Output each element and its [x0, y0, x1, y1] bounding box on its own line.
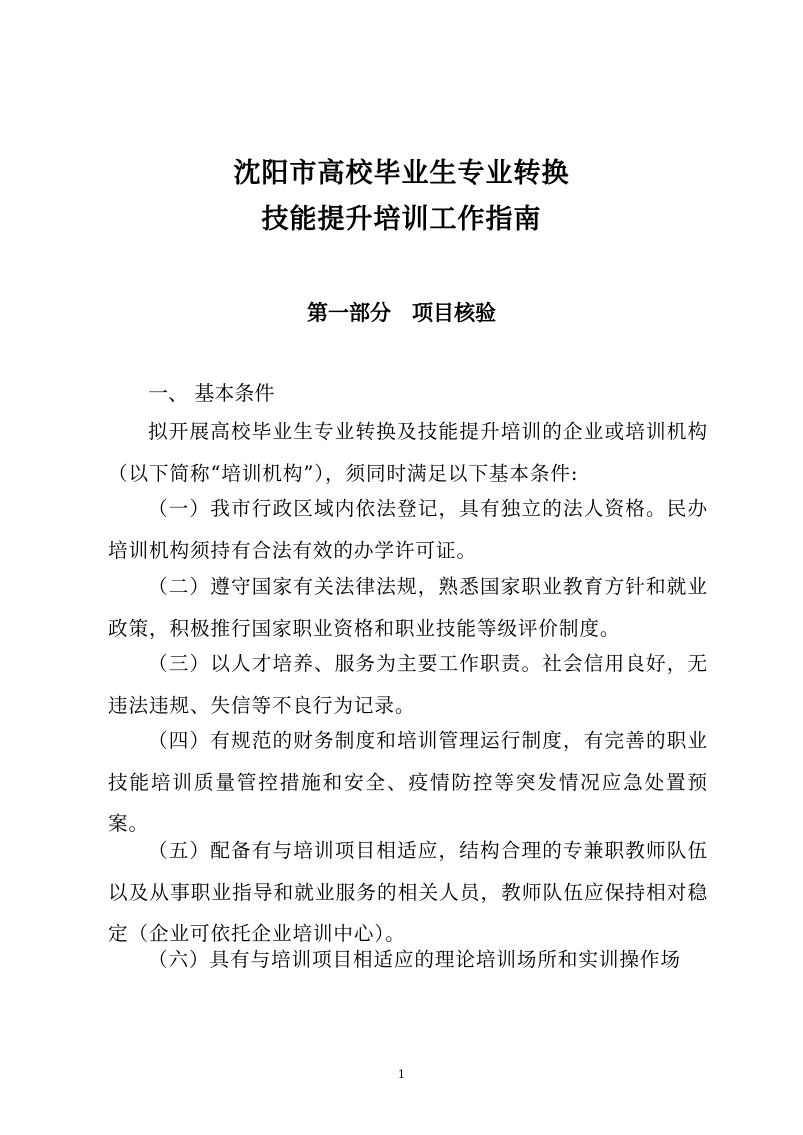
paragraph-item-2: （二）遵守国家有关法律法规，熟悉国家职业教育方针和就业政策，积极推行国家职业资格和职业技能等级评价制度。 [108, 575, 708, 640]
paragraph-item-6: （六）具有与培训项目相适应的理论培训场所和实训操作场 [148, 948, 681, 971]
section-heading: 一、 基本条件 [148, 381, 275, 405]
paragraph-item-4: （四）有规范的财务制度和培训管理运行制度，有完善的职业技能培训质量管控措施和安全、疫情防控等突发情况应急处置预案。 [108, 729, 708, 836]
paragraph-item-1: （一）我市行政区域内依法登记，具有独立的法人资格。民办培训机构须持有合法有效的办学许可证。 [108, 497, 708, 562]
document-title-line-2: 技能提升培训工作指南 [261, 204, 542, 235]
paragraph-item-3: （三）以人才培养、服务为主要工作职责。社会信用良好，无违法违规、失信等不良行为记录。 [108, 652, 708, 717]
paragraph-item-5: （五）配备有与培训项目相适应，结构合理的专兼职教师队伍以及从事职业指导和就业服务的相关人员，教师队伍应保持相对稳定（企业可依托企业培训中心）。 [108, 839, 708, 946]
paragraph-intro: 拟开展高校毕业生专业转换及技能提升培训的企业或培训机构（以下简称“培训机构”），须同时满足以下基本条件: [108, 420, 708, 485]
page-number: 1 [398, 1068, 405, 1081]
part-heading: 第一部分 项目核验 [307, 301, 496, 325]
document-title-line-1: 沈阳市高校毕业生专业转换 [233, 158, 570, 189]
